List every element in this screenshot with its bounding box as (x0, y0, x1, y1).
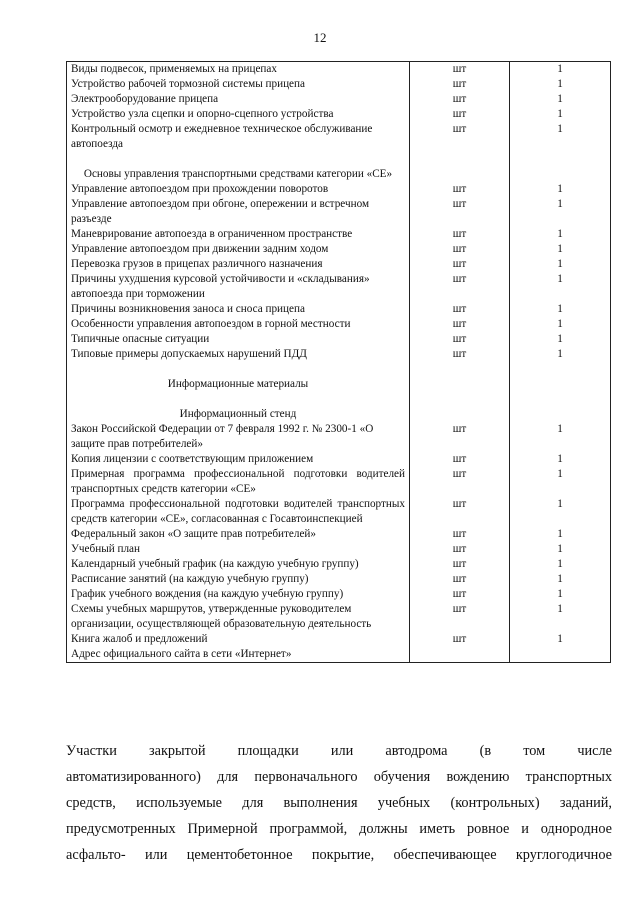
item-unit: шт (410, 182, 510, 197)
item-unit: шт (410, 572, 510, 587)
spacer-cell (510, 362, 611, 377)
item-quantity: 1 (510, 92, 611, 107)
item-name: Программа профессиональной подготовки водителей транспортных средств категории «СЕ», согласованная с Госавтоинспекцией (67, 497, 410, 527)
equipment-table (66, 61, 611, 663)
item-quantity: 1 (510, 497, 611, 527)
table-row (67, 422, 611, 452)
item-unit: шт (410, 302, 510, 317)
item-quantity: 1 (510, 587, 611, 602)
table-row (67, 452, 611, 467)
item-name: Копия лицензии с соответствующим приложением (67, 452, 410, 467)
item-quantity: 1 (510, 197, 611, 227)
item-unit: шт (410, 77, 510, 92)
item-quantity (510, 647, 611, 663)
item-quantity: 1 (510, 242, 611, 257)
section-heading-row (67, 407, 611, 422)
section-heading: Информационный стенд (67, 407, 410, 422)
item-quantity: 1 (510, 452, 611, 467)
spacer-cell (67, 152, 410, 167)
empty-cell (510, 167, 611, 182)
paragraph-line: средств, используемые для выполнения учебных (контрольных) заданий, (66, 795, 612, 811)
table-row (67, 332, 611, 347)
item-name: Особенности управления автопоездом в горной местности (67, 317, 410, 332)
item-quantity: 1 (510, 107, 611, 122)
item-name: Управление автопоездом при движении задним ходом (67, 242, 410, 257)
table-row (67, 557, 611, 572)
item-quantity: 1 (510, 227, 611, 242)
table-row (67, 302, 611, 317)
item-quantity: 1 (510, 602, 611, 632)
item-quantity: 1 (510, 422, 611, 452)
table-row (67, 317, 611, 332)
item-quantity: 1 (510, 332, 611, 347)
spacer-cell (410, 152, 510, 167)
item-quantity: 1 (510, 272, 611, 302)
spacer-row (67, 362, 611, 377)
item-name: Схемы учебных маршрутов, утвержденные руководителем организации, осуществляющей образовательную деятельность (67, 602, 410, 632)
paragraph-line: асфальто- или цементобетонное покрытие, обеспечивающее круглогодичное (66, 847, 612, 863)
table-row (67, 632, 611, 647)
table-row (67, 467, 611, 497)
table-row (67, 242, 611, 257)
item-unit: шт (410, 62, 510, 78)
item-name: Контрольный осмотр и ежедневное техническое обслуживание автопоезда (67, 122, 410, 152)
item-unit: шт (410, 542, 510, 557)
table-row (67, 122, 611, 152)
item-name: Закон Российской Федерации от 7 февраля 1992 г. № 2300-1 «О защите прав потребителей» (67, 422, 410, 452)
item-name: Учебный план (67, 542, 410, 557)
item-name: Адрес официального сайта в сети «Интернет» (67, 647, 410, 663)
section-heading: Информационные материалы (67, 377, 410, 392)
item-unit: шт (410, 92, 510, 107)
table-row (67, 257, 611, 272)
item-name: Книга жалоб и предложений (67, 632, 410, 647)
item-quantity: 1 (510, 257, 611, 272)
table-row (67, 572, 611, 587)
section-heading: Основы управления транспортными средствами категории «СЕ» (67, 167, 410, 182)
table-row (67, 647, 611, 663)
empty-cell (510, 407, 611, 422)
item-unit: шт (410, 227, 510, 242)
empty-cell (410, 377, 510, 392)
item-name: Типовые примеры допускаемых нарушений ПДД (67, 347, 410, 362)
item-unit (410, 647, 510, 663)
item-name: Причины возникновения заноса и сноса прицепа (67, 302, 410, 317)
item-unit: шт (410, 122, 510, 152)
table-row (67, 602, 611, 632)
item-quantity: 1 (510, 77, 611, 92)
spacer-cell (67, 392, 410, 407)
paragraph-line: Участки закрытой площадки или автодрома (в том числе (66, 743, 612, 759)
item-name: Управление автопоездом при обгоне, опережении и встречном разъезде (67, 197, 410, 227)
empty-cell (510, 377, 611, 392)
empty-cell (410, 407, 510, 422)
item-unit: шт (410, 497, 510, 527)
item-quantity: 1 (510, 527, 611, 542)
table-row (67, 77, 611, 92)
item-quantity: 1 (510, 557, 611, 572)
item-name: Типичные опасные ситуации (67, 332, 410, 347)
item-quantity: 1 (510, 317, 611, 332)
item-name: Маневрирование автопоезда в ограниченном пространстве (67, 227, 410, 242)
spacer-row (67, 152, 611, 167)
item-quantity: 1 (510, 467, 611, 497)
item-unit: шт (410, 347, 510, 362)
item-unit: шт (410, 527, 510, 542)
item-name: Электрооборудование прицепа (67, 92, 410, 107)
item-name: Устройство узла сцепки и опорно-сцепного устройства (67, 107, 410, 122)
empty-cell (410, 167, 510, 182)
paragraph-line: автоматизированного) для первоначального обучения вождению транспортных (66, 769, 612, 785)
item-name: Виды подвесок, применяемых на прицепах (67, 62, 410, 78)
item-unit: шт (410, 452, 510, 467)
item-name: Перевозка грузов в прицепах различного назначения (67, 257, 410, 272)
item-quantity: 1 (510, 122, 611, 152)
item-unit: шт (410, 587, 510, 602)
item-unit: шт (410, 332, 510, 347)
paragraph-line: предусмотренных Примерной программой, должны иметь ровное и однородное (66, 821, 612, 837)
item-unit: шт (410, 557, 510, 572)
item-name: График учебного вождения (на каждую учебную группу) (67, 587, 410, 602)
item-name: Расписание занятий (на каждую учебную группу) (67, 572, 410, 587)
item-quantity: 1 (510, 542, 611, 557)
item-quantity: 1 (510, 632, 611, 647)
item-name: Примерная программа профессиональной подготовки водителей транспортных средств категории «СЕ» (67, 467, 410, 497)
item-unit: шт (410, 272, 510, 302)
item-unit: шт (410, 257, 510, 272)
spacer-row (67, 392, 611, 407)
item-quantity: 1 (510, 572, 611, 587)
item-name: Календарный учебный график (на каждую учебную группу) (67, 557, 410, 572)
item-name: Устройство рабочей тормозной системы прицепа (67, 77, 410, 92)
table-row (67, 107, 611, 122)
item-quantity: 1 (510, 62, 611, 78)
item-quantity: 1 (510, 302, 611, 317)
section-heading-row (67, 167, 611, 182)
table-row (67, 182, 611, 197)
spacer-cell (510, 152, 611, 167)
table-row (67, 527, 611, 542)
item-name: Причины ухудшения курсовой устойчивости и «складывания» автопоезда при торможении (67, 272, 410, 302)
item-name: Федеральный закон «О защите прав потребителей» (67, 527, 410, 542)
table-row (67, 227, 611, 242)
table-row (67, 587, 611, 602)
spacer-cell (410, 362, 510, 377)
table-row (67, 197, 611, 227)
item-unit: шт (410, 632, 510, 647)
item-unit: шт (410, 422, 510, 452)
table-row (67, 92, 611, 107)
item-unit: шт (410, 197, 510, 227)
spacer-cell (510, 392, 611, 407)
page-number: 12 (313, 30, 327, 45)
item-unit: шт (410, 107, 510, 122)
item-unit: шт (410, 602, 510, 632)
item-quantity: 1 (510, 347, 611, 362)
item-unit: шт (410, 242, 510, 257)
table-row (67, 62, 611, 78)
section-heading-row (67, 377, 611, 392)
item-unit: шт (410, 317, 510, 332)
body-paragraph (66, 738, 612, 868)
item-quantity: 1 (510, 182, 611, 197)
table-row (67, 272, 611, 302)
table-row (67, 347, 611, 362)
table-row (67, 542, 611, 557)
item-unit: шт (410, 467, 510, 497)
spacer-cell (410, 392, 510, 407)
item-name: Управление автопоездом при прохождении поворотов (67, 182, 410, 197)
table-row (67, 497, 611, 527)
spacer-cell (67, 362, 410, 377)
